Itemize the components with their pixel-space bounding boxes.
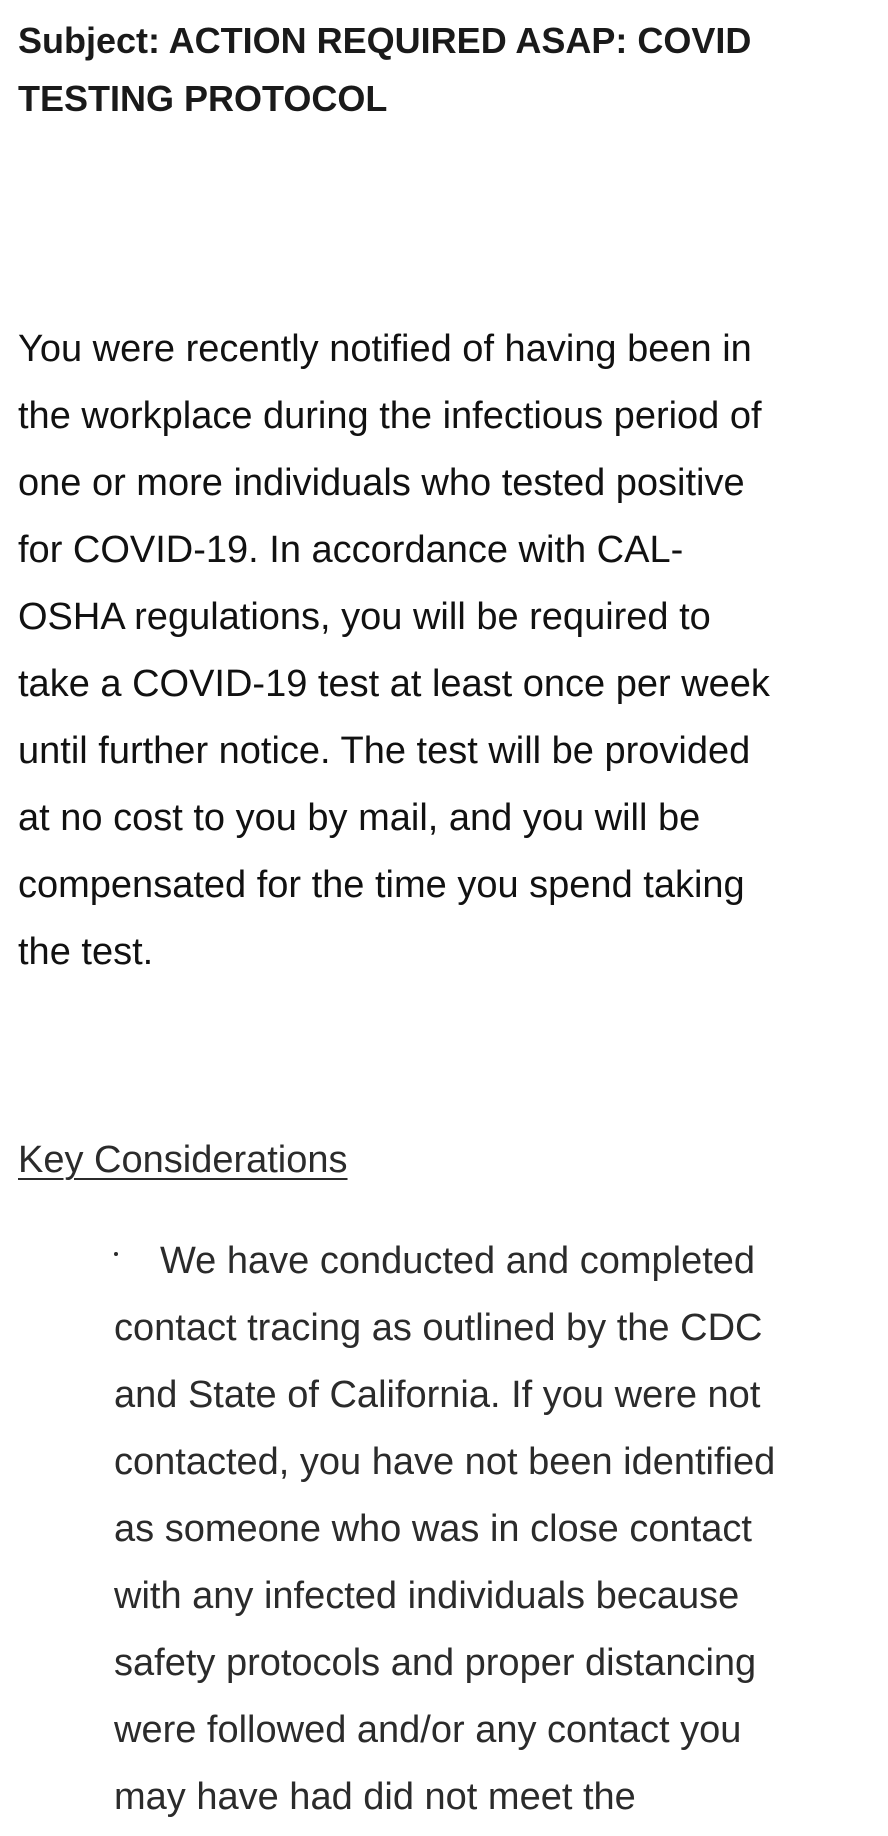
list-item-text: We have conducted and completed contact tracing as outlined by the CDC and State of California. If you were not contacted, you have not been identified as someone who was in close contact with any infected individuals because safety protocols and proper distancing were followed and/or any contact you may have had did not meet the: [114, 1240, 776, 1818]
email-body-paragraph: You were recently notified of having been in the workplace during the infectious period of one or more individuals who tested positive for COVID-19. In accordance with CAL- OSHA regulations, you will be required to take a COVID-19 test at least once per week until further notice. The test will be provided at no cost to you by mail, and you will be compensated for the time you spend taking the test.: [18, 328, 770, 973]
key-considerations-heading: Key Considerations: [18, 1139, 348, 1181]
email-subject: Subject: ACTION REQUIRED ASAP: COVID TESTING PROTOCOL: [18, 20, 752, 119]
